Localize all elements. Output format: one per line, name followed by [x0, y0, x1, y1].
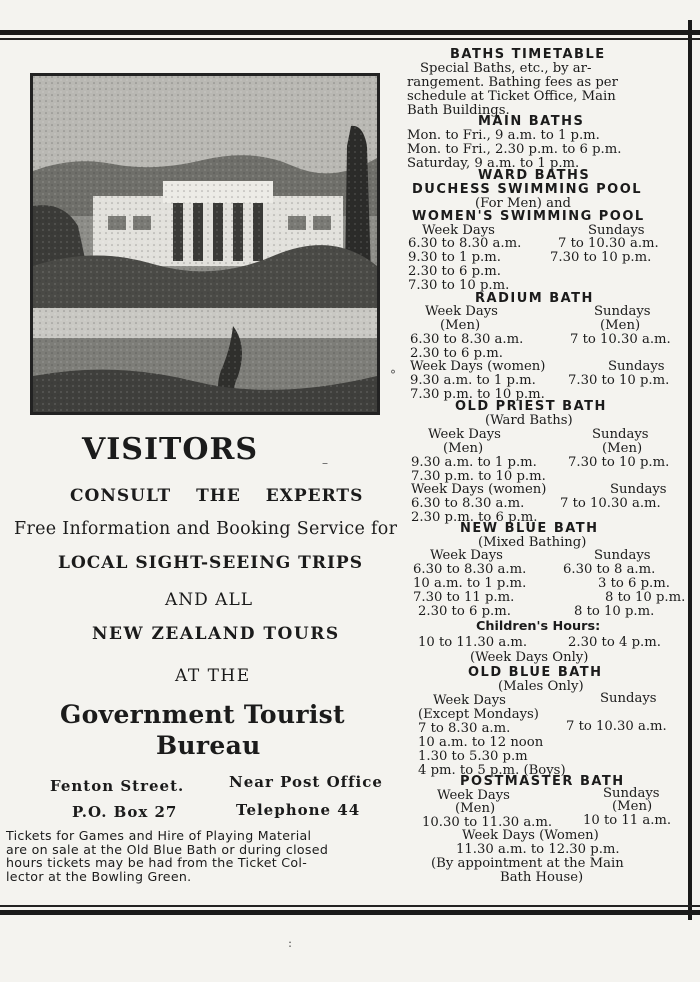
appointment-note: (By appointment at the Main [431, 856, 624, 871]
women-label: Week Days (women) [410, 359, 546, 374]
postmaster-row: 11.30 a.m. to 12.30 p.m. [456, 842, 620, 857]
sundays-label: Sundays [603, 786, 660, 801]
sundays-label: Sundays [610, 482, 667, 497]
men-label: (Men) [612, 799, 653, 814]
main-baths-heading: MAIN BATHS [478, 114, 585, 129]
men-label: (Men) [440, 318, 481, 333]
tickets-note-line: hours tickets may be had from the Ticket Col- [6, 855, 308, 871]
postmaster-bath-heading: POSTMASTER BATH [460, 774, 625, 789]
for-men-label: (For Men) and [475, 196, 571, 211]
sundays-label: Sundays [608, 359, 665, 374]
womens-pool-heading: WOMEN'S SWIMMING POOL [412, 209, 645, 224]
ward-row: 2.30 to 6 p.m. [408, 264, 501, 279]
men-label: (Men) [600, 318, 641, 333]
address-fenton-street: Fenton Street. [50, 777, 185, 795]
print-mark: ° [390, 368, 396, 382]
males-only-sub: (Males Only) [498, 679, 584, 694]
ward-baths-sub: (Ward Baths) [485, 413, 573, 428]
new-blue-row-left: 2.30 to 6 p.m. [418, 604, 511, 619]
government-tourist-title: Government Tourist [60, 700, 345, 729]
ward-row-left: 6.30 to 8.30 a.m. [408, 236, 522, 251]
ward-row-right: 7 to 10.30 a.m. [558, 236, 659, 251]
top-border-thin [0, 38, 700, 40]
men-label: (Men) [602, 441, 643, 456]
new-blue-row-right: 3 to 6 p.m. [598, 576, 670, 591]
week-days-label: Week Days [428, 427, 501, 442]
children-row-right: 2.30 to 4 p.m. [568, 635, 661, 650]
consult-the-experts: CONSULT THE EXPERTS [70, 486, 364, 506]
appointment-note: Bath House) [500, 870, 584, 885]
radium-row-left: 9.30 a.m. to 1 p.m. [410, 373, 536, 388]
ward-row: 7.30 to 10 p.m. [408, 278, 510, 293]
old-blue-bath-heading: OLD BLUE BATH [468, 665, 603, 680]
timetable-intro-line: Bath Buildings. [407, 103, 510, 118]
new-zealand-tours: NEW ZEALAND TOURS [92, 624, 340, 644]
near-post-office: Near Post Office [229, 773, 383, 791]
bureau-title: Bureau [156, 731, 261, 760]
visitors-heading: VISITORS [82, 432, 259, 467]
new-blue-bath-heading: NEW BLUE BATH [460, 521, 599, 536]
po-box: P.O. Box 27 [72, 803, 178, 821]
main-baths-row: Saturday, 9 a.m. to 1 p.m. [407, 156, 580, 171]
tickets-note [6, 829, 426, 883]
priest-row-left: 9.30 a.m. to 1 p.m. [411, 455, 537, 470]
men-label: (Men) [443, 441, 484, 456]
children-row-left: 10 to 11.30 a.m. [418, 635, 528, 650]
week-days-label: Week Days [437, 788, 510, 803]
priest-row-right: 7.30 to 10 p.m. [568, 455, 670, 470]
at-the: AT THE [175, 666, 251, 686]
bath-house-illustration [33, 76, 377, 412]
ward-row-left: 9.30 to 1 p.m. [408, 250, 501, 265]
local-sightseeing-trips: LOCAL SIGHT-SEEING TRIPS [58, 553, 363, 573]
timetable-title: BATHS TIMETABLE [450, 47, 606, 62]
main-baths-row: Mon. to Fri., 9 a.m. to 1 p.m. [407, 128, 600, 143]
except-mondays: (Except Mondays) [418, 707, 539, 722]
timetable-intro-line: rangement. Bathing fees as per [407, 75, 618, 90]
old-blue-row: 10 a.m. to 12 noon [418, 735, 544, 750]
print-mark: : [288, 936, 293, 950]
week-days-label: Week Days [430, 548, 503, 563]
week-days-only: (Week Days Only) [470, 650, 589, 665]
priest-row-right: 7 to 10.30 a.m. [560, 496, 661, 511]
duchess-pool-heading: DUCHESS SWIMMING POOL [412, 182, 643, 197]
bath-house-photo [30, 73, 380, 415]
priest-row: 7.30 p.m. to 10 p.m. [411, 469, 546, 484]
postmaster-row-right: 10 to 11 a.m. [583, 813, 672, 828]
timetable-intro-line: Special Baths, etc., by ar- [420, 61, 592, 76]
radium-row: 7.30 p.m. to 10 p.m. [410, 387, 545, 402]
sundays-label: Sundays [600, 691, 657, 706]
radium-row-right: 7 to 10.30 a.m. [570, 332, 671, 347]
week-days-label: Week Days [433, 693, 506, 708]
sundays-label: Sundays [594, 304, 651, 319]
print-mark: – [322, 456, 328, 470]
radium-row-left: 6.30 to 8.30 a.m. [410, 332, 524, 347]
sundays-label: Sundays [588, 223, 645, 238]
tickets-note-line: Tickets for Games and Hire of Playing Material [6, 828, 312, 843]
week-days-label: Week Days [425, 304, 498, 319]
new-blue-row-left: 7.30 to 11 p.m. [413, 590, 515, 605]
main-baths-row: Mon. to Fri., 2.30 p.m. to 6 p.m. [407, 142, 622, 157]
old-blue-row-right: 7 to 10.30 a.m. [566, 719, 667, 734]
new-blue-row-right: 6.30 to 8 a.m. [563, 562, 656, 577]
bottom-border-thin [0, 905, 700, 907]
telephone-number: Telephone 44 [236, 801, 361, 819]
tickets-note-line: are on sale at the Old Blue Bath or during closed [6, 841, 329, 857]
postmaster-row-left: 10.30 to 11.30 a.m. [422, 815, 553, 830]
week-days-label: Week Days [422, 223, 495, 238]
new-blue-row-right: 8 to 10 p.m. [605, 590, 686, 605]
women-label: Week Days (Women) [462, 828, 599, 843]
old-blue-row-left: 7 to 8.30 a.m. [418, 721, 511, 736]
ward-row-right: 7.30 to 10 p.m. [550, 250, 652, 265]
free-information-line: Free Information and Booking Service for [14, 519, 398, 539]
new-blue-row-right: 8 to 10 p.m. [574, 604, 655, 619]
priest-row-left: 6.30 to 8.30 a.m. [411, 496, 525, 511]
new-blue-row-left: 10 a.m. to 1 p.m. [413, 576, 527, 591]
radium-bath-heading: RADIUM BATH [475, 291, 594, 306]
mixed-bathing-sub: (Mixed Bathing) [478, 535, 587, 550]
childrens-hours-heading: Children's Hours: [476, 619, 601, 634]
sundays-label: Sundays [594, 548, 651, 563]
tickets-note-line: lector at the Bowling Green. [6, 868, 192, 884]
men-label: (Men) [455, 801, 496, 816]
bottom-border-thick [0, 910, 700, 915]
and-all: AND ALL [165, 590, 254, 610]
sundays-label: Sundays [592, 427, 649, 442]
radium-row: 2.30 to 6 p.m. [410, 346, 503, 361]
old-priest-bath-heading: OLD PRIEST BATH [455, 399, 607, 414]
new-blue-row-left: 6.30 to 8.30 a.m. [413, 562, 527, 577]
right-border [688, 20, 692, 920]
priest-row: 2.30 p.m. to 6 p.m. [411, 510, 538, 525]
women-label: Week Days (women) [411, 482, 547, 497]
top-border-thick [0, 30, 700, 35]
ward-baths-heading: WARD BATHS [478, 168, 591, 183]
radium-row-right: 7.30 to 10 p.m. [568, 373, 670, 388]
old-blue-row: 4 pm. to 5 p.m. (Boys) [418, 763, 566, 778]
timetable-intro-line: schedule at Ticket Office, Main [407, 89, 616, 104]
old-blue-row: 1.30 to 5.30 p.m [418, 749, 528, 764]
